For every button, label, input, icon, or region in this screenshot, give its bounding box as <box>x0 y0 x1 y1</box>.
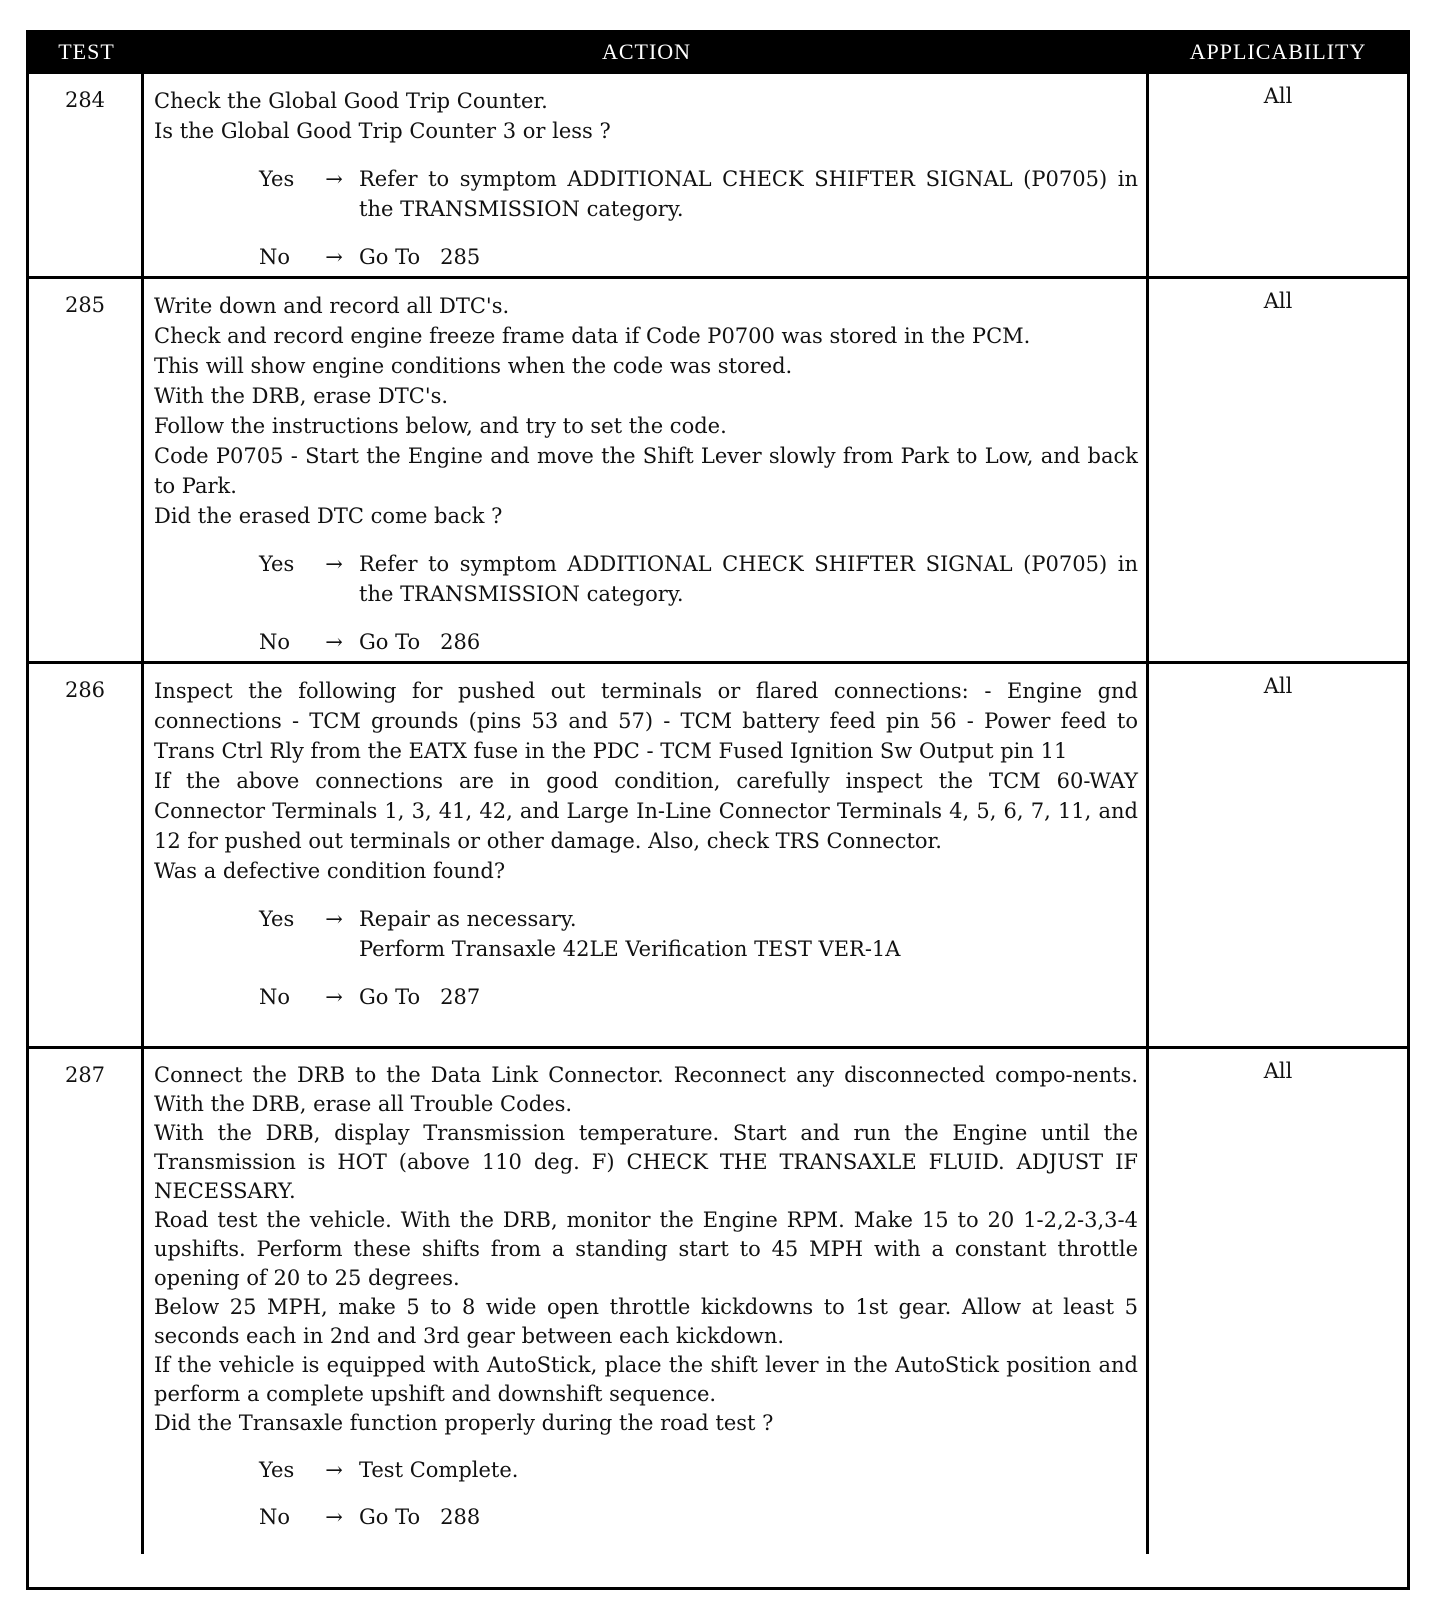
table-header <box>29 33 1407 71</box>
header-applicability: APPLICABILITY <box>1189 39 1367 64</box>
applicability: All <box>1263 84 1293 108</box>
yes-label: Yes <box>259 907 295 931</box>
action-cell <box>144 1049 1149 1554</box>
yes-label: Yes <box>259 1458 295 1482</box>
test-number: 285 <box>29 279 144 661</box>
instruction-line: Check the Global Good Trip Counter. <box>154 89 548 113</box>
arrow-icon: → <box>325 985 343 1009</box>
test-number: 286 <box>29 664 144 1046</box>
yes-text: Refer to symptom ADDITIONAL CHECK SHIFTER SIGNAL (P0705) in the TRANSMISSION category. <box>359 167 1138 221</box>
no-text: Go To 288 <box>359 1505 481 1529</box>
instruction-line: Below 25 MPH, make 5 to 8 wide open throttle kickdowns to 1st gear. Allow at least 5 seconds each in 2nd and 3rd gear between each kickdown. <box>154 1295 1138 1348</box>
test-number: 287 <box>29 1049 144 1554</box>
yes-option <box>259 1456 1138 1485</box>
instruction-line: This will show engine conditions when the code was stored. <box>154 354 793 378</box>
arrow-icon: → <box>325 245 343 269</box>
yes-text <box>359 904 1138 964</box>
arrow-icon: → <box>325 907 343 931</box>
yes-line: Repair as necessary. <box>359 907 577 931</box>
no-label: No <box>259 630 291 654</box>
arrow-icon: → <box>325 167 343 191</box>
arrow-icon: → <box>325 552 343 576</box>
instructions <box>154 1061 1138 1438</box>
yes-line: Perform Transaxle 42LE Verification TEST VER-1A <box>359 937 901 961</box>
no-label: No <box>259 245 291 269</box>
yes-option <box>259 164 1138 224</box>
test-number: 284 <box>29 74 144 276</box>
instruction-line: Code P0705 - Start the Engine and move the Shift Lever slowly from Park to Low, and back to Park. <box>154 444 1138 498</box>
applicability: All <box>1263 674 1293 698</box>
instruction-line: If the vehicle is equipped with AutoStick, place the shift lever in the AutoStick position and perform a complete upshift and downshift sequence. <box>154 1353 1138 1406</box>
applicability: All <box>1263 1059 1293 1083</box>
header-test: TEST <box>58 39 115 64</box>
test-row-286 <box>29 661 1407 1046</box>
no-option <box>259 242 1138 272</box>
instruction-line: Was a defective condition found? <box>154 859 506 883</box>
no-label: No <box>259 985 291 1009</box>
yes-label: Yes <box>259 167 295 191</box>
yes-option <box>259 549 1138 609</box>
action-cell <box>144 74 1149 276</box>
yes-option <box>259 904 1138 964</box>
no-option <box>259 982 1138 1012</box>
instruction-line: Did the Transaxle function properly during the road test ? <box>154 1411 774 1435</box>
instruction-line: With the DRB, display Transmission temperature. Start and run the Engine until the Transmission is HOT (above 110 deg. F) CHECK THE TRANSAXLE FLUID. ADJUST IF NECESSARY. <box>154 1121 1138 1203</box>
instruction-line: Is the Global Good Trip Counter 3 or less ? <box>154 119 611 143</box>
instruction-line: Write down and record all DTC's. <box>154 294 510 318</box>
arrow-icon: → <box>325 1458 343 1482</box>
instruction-line: Check and record engine freeze frame data if Code P0700 was stored in the PCM. <box>154 324 1031 348</box>
test-row-284 <box>29 71 1407 276</box>
no-option <box>259 1503 1138 1532</box>
instruction-line: Follow the instructions below, and try to set the code. <box>154 414 727 438</box>
instructions <box>154 291 1138 531</box>
no-text: Go To 287 <box>359 985 481 1009</box>
instruction-line: Inspect the following for pushed out terminals or flared connections: - Engine gnd connections - TCM grounds (pins 53 and 57) - TCM battery feed pin 56 - Power feed to Trans Ctrl Rly from the EATX fuse in the PDC - TCM Fused Ignition Sw Output pin 11 <box>154 679 1138 763</box>
yes-text: Refer to symptom ADDITIONAL CHECK SHIFTER SIGNAL (P0705) in the TRANSMISSION category. <box>359 552 1138 606</box>
header-action: ACTION <box>601 39 692 64</box>
applicability: All <box>1263 289 1293 313</box>
test-row-287 <box>29 1046 1407 1554</box>
instruction-line: Connect the DRB to the Data Link Connector. Reconnect any disconnected compo-nents. With the DRB, erase all Trouble Codes. <box>154 1063 1138 1116</box>
action-cell <box>144 664 1149 1046</box>
arrow-icon: → <box>325 1505 343 1529</box>
no-text: Go To 286 <box>359 630 481 654</box>
no-text: Go To 285 <box>359 245 481 269</box>
action-cell <box>144 279 1149 661</box>
arrow-icon: → <box>325 630 343 654</box>
instruction-line: With the DRB, erase DTC's. <box>154 384 449 408</box>
yes-label: Yes <box>259 552 295 576</box>
test-row-285 <box>29 276 1407 661</box>
instruction-line: Did the erased DTC come back ? <box>154 504 503 528</box>
instructions <box>154 86 1138 146</box>
diagnostic-table <box>26 30 1410 1590</box>
no-option <box>259 627 1138 657</box>
no-label: No <box>259 1505 291 1529</box>
yes-text: Test Complete. <box>359 1458 519 1482</box>
instruction-line: If the above connections are in good condition, carefully inspect the TCM 60-WAY Connector Terminals 1, 3, 41, 42, and Large In-Line Connector Terminals 4, 5, 6, 7, 11, and 12 for pushed out terminals or other damage. Also, check TRS Connector. <box>154 769 1138 853</box>
instruction-line: Road test the vehicle. With the DRB, monitor the Engine RPM. Make 15 to 20 1-2,2-3,3-4 upshifts. Perform these shifts from a standing start to 45 MPH with a constant throttle opening of 20 to 25 degrees. <box>154 1208 1138 1290</box>
instructions <box>154 676 1138 886</box>
